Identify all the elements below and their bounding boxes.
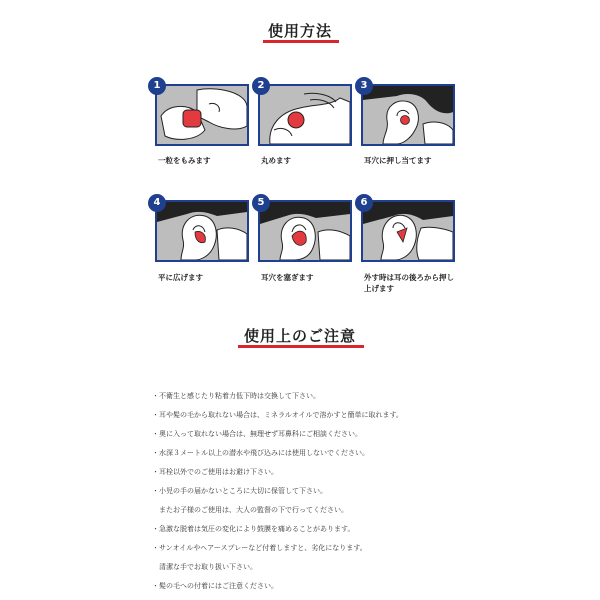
step-6-number: 6 [355,194,373,212]
step-5-illustration [258,200,352,262]
step-4-caption: 平に広げます [158,273,203,282]
step-2-caption: 丸めます [261,156,291,165]
precaution-note-2: ・耳や髪の毛から取れない場合は、ミネラルオイルで溶かすと簡単に取れます。 [152,411,403,419]
step-5-caption: 耳穴を塞ぎます [261,273,314,282]
precaution-note-8: ・急激な脱着は気圧の変化により鼓膜を痛めることがあります。 [152,525,355,533]
precaution-note-4: ・水深３メートル以上の潜水や飛び込みには使用しないでください。 [152,449,369,457]
precaution-note-11: ・髪の毛への付着にはご注意ください。 [152,582,278,590]
precaution-note-9: ・サンオイルやヘアースプレーなど付着しますと、劣化になります。 [152,544,367,552]
precaution-note-10: 清潔な手でお取り扱い下さい。 [152,563,257,571]
step-6-illustration [361,200,455,262]
precaution-note-3: ・奥に入って取れない場合は、無理せず耳鼻科にご相談ください。 [152,430,362,438]
step-2-illustration [258,84,352,146]
step-6-caption: 外す時は耳の後ろから押し上げます [364,273,454,293]
precautions-title: 使用上のご注意 [243,327,356,345]
step-1-number: 1 [148,77,166,95]
step-1-caption: 一粒をもみます [158,156,211,165]
step-4-illustration [155,200,249,262]
usage-title-underline [263,40,339,43]
step-2-number: 2 [252,77,270,95]
precaution-note-7: またお子様のご使用は、大人の監督の下で行ってください。 [152,506,348,514]
step-1-illustration [155,84,249,146]
step-3-caption: 耳穴に押し当てます [364,156,432,165]
precaution-note-6: ・小児の手の届かないところに大切に保管して下さい。 [152,487,327,495]
precautions-title-underline [238,345,364,348]
precaution-note-1: ・不衛生と感じたり粘着力低下時は交換して下さい。 [152,392,320,400]
precaution-note-5: ・耳栓以外でのご使用はお避け下さい。 [152,468,278,476]
usage-title: 使用方法 [267,22,332,40]
step-5-number: 5 [252,194,270,212]
step-3-number: 3 [355,77,373,95]
step-4-number: 4 [148,194,166,212]
step-3-illustration [361,84,455,146]
